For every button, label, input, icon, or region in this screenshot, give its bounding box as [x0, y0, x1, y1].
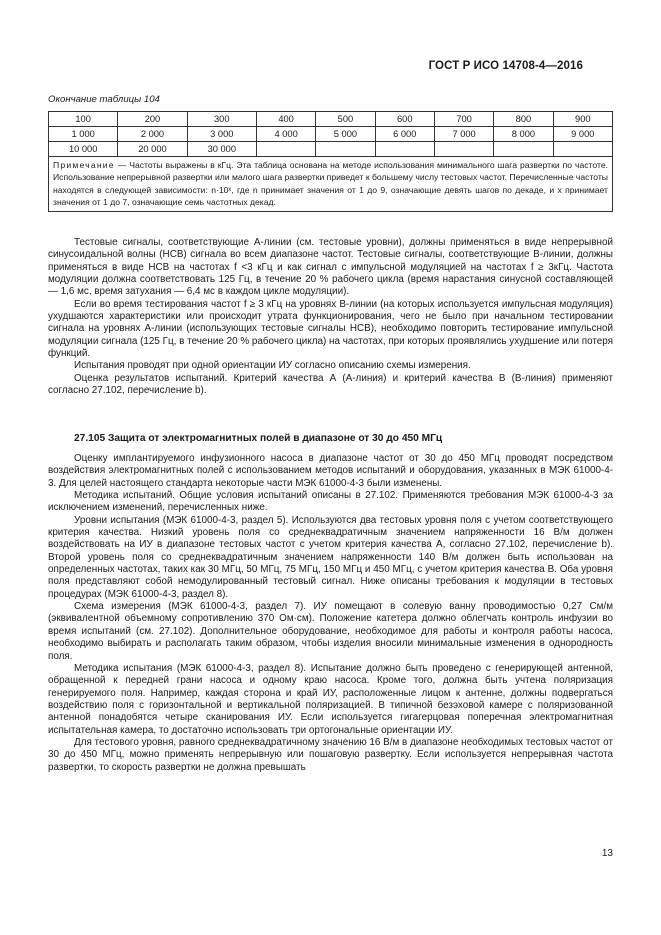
table-cell: 3 000: [187, 127, 256, 142]
table-caption: Окончание таблицы 104: [48, 94, 160, 105]
paragraph: Схема измерения (МЭК 61000-4-3, раздел 7). ИУ помещают в солевую ванну проводимостью 0,27 См/м (эквивалентной объемному сопротивлению 370 Ом·см). Положение катетера должно облегчать контроль инфузии во время испытаний (см. 27.102). Дополнительное оборудование, необходимое для работы и контроля работы насоса, необходимо выбирать и располагать таким образом, чтобы изделия вносили минимальные изменения в однородность поля.: [48, 601, 613, 662]
table-cell: 1 000: [49, 127, 118, 142]
table-cell: 100: [49, 112, 118, 127]
table-cell: 4 000: [256, 127, 315, 142]
note-label: Примечание: [53, 160, 115, 170]
body-text-before-section: [48, 237, 613, 397]
table-row: [49, 127, 613, 142]
note-text: — Частоты выражены в кГц. Эта таблица основана на методе использования минимального шага развертки по частоте. Использование непрерывной развертки или малого шага развертки приведет к большему числу тестовых частот. Перечисленные частоты находятся в следующей зависимости: n·10ˣ, где n принимает значения от 1 до 9, означающие девять шагов по декаде, и x принимает значения от 1 до 7, означающие семь частотных декад.: [53, 160, 608, 207]
table-note-row: [49, 157, 613, 212]
paragraph: Методика испытаний. Общие условия испытаний описаны в 27.102. Применяются требования МЭК 61000-4-3 за исключением изменений, перечисленных ниже.: [48, 490, 613, 514]
table-cell: 300: [187, 112, 256, 127]
table-cell: 6 000: [375, 127, 434, 142]
table-cell: 8 000: [494, 127, 553, 142]
table-cell: [434, 142, 493, 157]
table-cell: 20 000: [118, 142, 187, 157]
table-cell: [553, 142, 612, 157]
paragraph: Уровни испытания (МЭК 61000-4-3, раздел 5). Используются два тестовых уровня поля с учетом соответствующего критерия качества. Низкий уровень поля со среднеквадратичным значением напряженности 16 В/м должен воздействовать на ИУ в диапазоне тестовых частот с учетом критерия качества А, согласно 27.102, перечисление b). Второй уровень поля со среднеквадратичным значением напряженности 140 В/м должен быть использован на определенных частотах, таких как 30 МГц, 50 МГц, 75 МГц, 150 МГц и 450 МГц, с учетом критерия качества В. Оба уровня поля представляют собой немодулированный тестовый сигнал. Ниже описаны требования к модуляции в тестовых процедурах (МЭК 61000-4-3, раздел 8).: [48, 514, 613, 600]
frequency-table: [48, 111, 613, 212]
table-cell: 200: [118, 112, 187, 127]
paragraph: Для тестового уровня, равного среднеквадратичному значению 16 В/м в диапазоне необходимых тестовых частот от 30 до 450 МГц, можно применять непрерывную или пошаговую развертку. Если используется непрерывная частота развертки, то скорость развертки не должна превышать: [48, 736, 613, 773]
table-cell: 700: [434, 112, 493, 127]
table-cell: [256, 142, 315, 157]
paragraph: Если во время тестирования частот f ≥ 3 кГц на уровнях В-линии (на которых используется импульсная модуляция) ухудшаются характеристики или происходит утрата функционирования, чего не было при начальном тестировании сигнала на уровнях А-линии (использующих тестовые сигналы НСВ), необходимо повторить тестирование импульсной модуляции сигнала (125 Гц, в течение 20 % рабочего цикла) на частотах, при которых проявлялись ухудшение или потеря функций.: [48, 298, 613, 360]
table-cell: [494, 142, 553, 157]
paragraph: Тестовые сигналы, соответствующие А-линии (см. тестовые уровни), должны применяться в виде непрерывной синусоидальной волны (НСВ) сигнала во всем диапазоне частот. Тестовые сигналы, соответствующие В-линии, должны применяться в виде НСВ на частотах f <3 кГц и как сигнал с импульсной модуляцией на частотах f ≥ 3кГц. Частота модуляции должна соответствовать 125 Гц, в течение 20 % рабочего цикла (время нарастания синусной составляющей — 1,6 мс, время затухания — 6,4 мс в каждом цикле модуляции).: [48, 237, 613, 298]
table-cell: 500: [316, 112, 375, 127]
table-cell: 10 000: [49, 142, 118, 157]
paragraph: Оценку имплантируемого инфузионного насоса в диапазоне частот от 30 до 450 МГц проводят посредством воздействия электромагнитных полей с использованием методов испытаний и оборудования, указанных в МЭК 61000-4-3. Для целей настоящего стандарта некоторые части МЭК 61000-4-3 были изменены.: [48, 453, 613, 489]
document-code-header: ГОСТ Р ИСО 14708-4—2016: [428, 60, 583, 72]
paragraph: Оценка результатов испытаний. Критерий качества А (А-линия) и критерий качества В (В-линия) применяют согласно 27.102, перечисление b).: [48, 372, 613, 397]
table-cell: 2 000: [118, 127, 187, 142]
paragraph: Испытания проводят при одной ориентации ИУ согласно описанию схемы измерения.: [74, 360, 471, 372]
page-number: 13: [601, 848, 613, 859]
table-cell: [316, 142, 375, 157]
table-cell: 7 000: [434, 127, 493, 142]
table-cell: 400: [256, 112, 315, 127]
table-row: [49, 112, 613, 127]
table-row: [49, 142, 613, 157]
table-cell: 900: [553, 112, 612, 127]
section-heading: 27.105 Защита от электромагнитных полей в диапазоне от 30 до 450 МГц: [74, 433, 443, 444]
table-cell: 800: [494, 112, 553, 127]
table-cell: 30 000: [187, 142, 256, 157]
body-text-section: [48, 453, 613, 774]
table-cell: 9 000: [553, 127, 612, 142]
paragraph: Методика испытания (МЭК 61000-4-3, раздел 8). Испытание должно быть проведено с генерирующей антенной, обращенной к передней грани насоса и одному краю насоса. Кроме того, должна быть учтена поляризация генерируемого поля. Например, каждая сторона и край ИУ, расположенные лицом к антенне, должны подвергаться воздействию поля с горизонтальной и вертикальной поляризацией. В типичной безэховой камере с поляризованной антенной понадобятся четыре сканирования ИУ. Если используется гигагерцовая поперечная электромагнитная испытательная камера, то достаточно использовать три ортогональные ориентации ИУ.: [48, 662, 613, 736]
table-note: [49, 157, 613, 212]
table-cell: [375, 142, 434, 157]
table-cell: 5 000: [316, 127, 375, 142]
table-cell: 600: [375, 112, 434, 127]
